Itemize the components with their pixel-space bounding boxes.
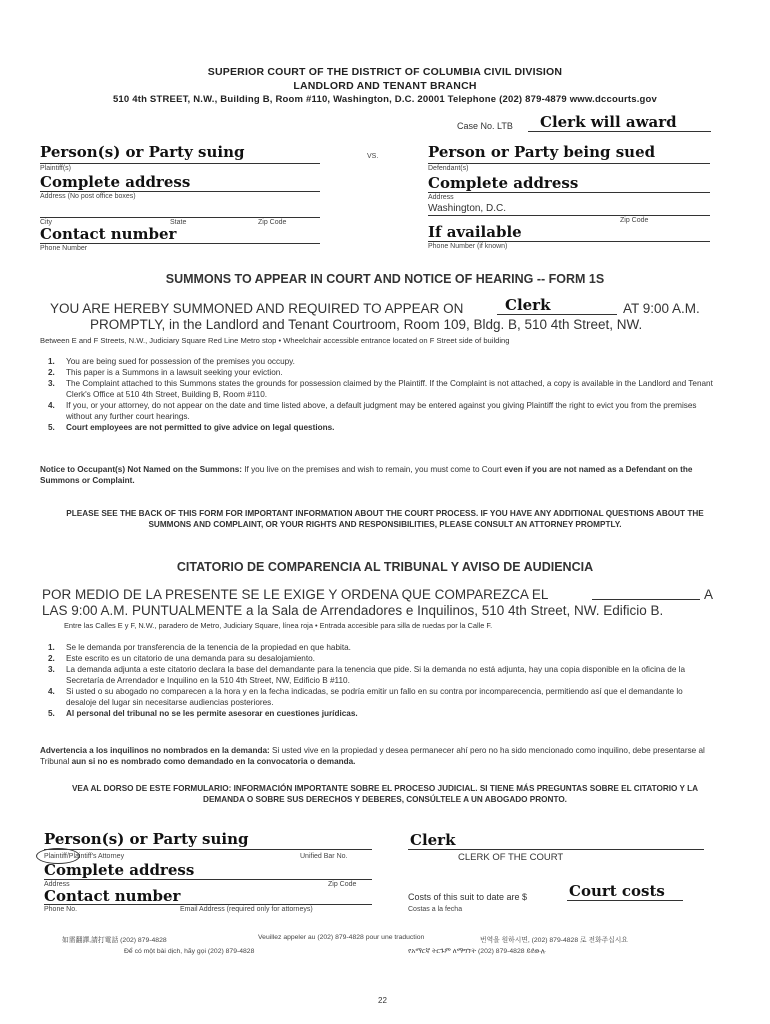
footer-email-label: Email Address (required only for attorneys) [180, 906, 313, 913]
plaintiff-name: Person(s) or Party suing [40, 143, 245, 161]
spanish-see-back: VEA AL DORSO DE ESTE FORMULARIO: INFORMACIÓN IMPORTANTE SOBRE EL PROCESO JUDICIAL. SI TIENE MÁS PREGUNTAS SOBRE EL CITATORIO Y LA DEMANDA O SOBRE SUS DERECHOS Y DEBERES, CONSÚLTELE A UN ABOGADO PRONTO. [71, 784, 699, 804]
plaintiff-address: Complete address [40, 173, 191, 191]
footer-phone-field[interactable] [44, 888, 372, 905]
costs-value: Court costs [569, 882, 665, 900]
plaintiff-name-field[interactable] [40, 143, 320, 164]
plaintiff-phone-label: Phone Number [40, 245, 88, 252]
spanish-date-field[interactable] [592, 583, 700, 600]
spanish-line1: POR MEDIO DE LA PRESENTE SE LE EXIGE Y ORDENA QUE COMPAREZCA EL [42, 587, 549, 602]
court-name: SUPERIOR COURT OF THE DISTRICT OF COLUMBIA CIVIL DIVISION [207, 66, 563, 78]
occupant-notice: Notice to Occupant(s) Not Named on the Summons: If you live on the premises and wish to remain, you must come to Court even if you are not named as a Defendant on the Summons or Complaint. [40, 465, 693, 485]
defendant-label: Defendant(s) [428, 165, 469, 172]
list-item: 2. Este escrito es un citatorio de una demanda para su desalojamiento. [48, 654, 315, 663]
list-item: 3. La demanda adjunta a este citatorio declara la base del demandante para la tenencia que pide. Si la demanda no está adjunta, hay una copia disponible en la oficina de la Secretaría de Arrendador e Inquilino en la 510 4th Street, NW, Edificio B #110. [48, 665, 686, 685]
list-item: 5. Al personal del tribunal no se les permite asesorar en cuestiones jurídicas. [48, 709, 358, 718]
defendant-city-field[interactable] [428, 202, 710, 216]
footer-address: Complete address [44, 861, 195, 879]
plaintiff-zip-label: Zip Code [258, 219, 287, 226]
hearing-date: Clerk [505, 296, 551, 314]
list-item: 4. If you, or your attorney, do not appear on the date and time listed above, a default judgment may be entered against you giving Plaintiff the right to evict you from the premises without any further court hearings. [48, 401, 697, 421]
plaintiff-city-field[interactable] [40, 205, 320, 218]
directions-text: Between E and F Streets, N.W., Judiciary Square Red Line Metro stop • Wheelchair accessible entrance located on F Street side of building [40, 336, 510, 345]
bar-number-label: Unified Bar No. [300, 853, 348, 860]
versus-label: VS. [367, 153, 379, 160]
translation-korean: 번역을 원하시면, (202) 879-4828 로 전화주십시요 [480, 937, 628, 944]
footer-address-label: Address [44, 881, 70, 888]
list-item: 3. The Complaint attached to this Summons states the grounds for possession claimed by the Plaintiff. If the Complaint is not attached, a copy is available in the Landlord and Tenant Clerk's Office at 510 4th Street, Building B, Room #110. [48, 379, 713, 399]
footer-plaintiff-field[interactable] [44, 830, 372, 850]
defendant-phone-label: Phone Number (if known) [428, 243, 508, 250]
case-number-field[interactable] [528, 115, 711, 132]
plaintiff-state-label: State [170, 219, 187, 226]
branch-name: LANDLORD AND TENANT BRANCH [293, 80, 477, 92]
costs-label-spanish: Costas a la fecha [408, 906, 463, 913]
spanish-title: CITATORIO DE COMPARENCIA AL TRIBUNAL Y AVISO DE AUDIENCIA [176, 560, 594, 574]
spanish-directions: Entre las Calles E y F, N.W., paradero de Metro, Judiciary Square, línea roja • Entrada accesible para silla de ruedas por la Calle F. [64, 621, 493, 630]
hearing-date-field[interactable] [497, 297, 617, 315]
plaintiff-city-label: City [40, 219, 53, 226]
hearing-time: AT 9:00 A.M. [623, 301, 700, 316]
case-number-label: Case No. LTB [457, 121, 513, 131]
defendant-name-field[interactable] [428, 143, 710, 164]
clerk-label: CLERK OF THE COURT [458, 852, 564, 863]
case-number-value: Clerk will award [540, 113, 677, 131]
defendant-zip-label: Zip Code [620, 217, 649, 224]
footer-plaintiff-name: Person(s) or Party suing [44, 830, 249, 848]
english-see-back: PLEASE SEE THE BACK OF THIS FORM FOR IMPORTANT INFORMATION ABOUT THE COURT PROCESS. IF YOU HAVE ANY ADDITIONAL QUESTIONS ABOUT THE SUMMONS AND COMPLAINT, OR YOUR RIGHTS AND RESPONSIBILITIES, PLEASE CONSULT AN ATTORNEY PROMPTLY. [66, 509, 704, 529]
footer-zip-label: Zip Code [328, 881, 357, 888]
list-item: 1. Se le demanda por transferencia de la tenencia de la propiedad en que habita. [48, 643, 351, 652]
translation-vietnamese: Để có một bài dịch, hãy gọi (202) 879-4828 [124, 948, 255, 955]
translation-amharic: የአማርኛ ትርጉም ለማግኘት (202) 879-4828 ይደውሉ [408, 948, 546, 955]
plaintiff-label: Plaintiff(s) [40, 165, 71, 172]
list-item: 1. You are being sued for possession of the premises you occupy. [48, 357, 295, 366]
clerk-signature-field[interactable] [408, 831, 704, 850]
clerk-signature: Clerk [410, 831, 456, 849]
footer-address-field[interactable] [44, 862, 372, 880]
plaintiff-phone-field[interactable] [40, 226, 320, 244]
list-item: 2. This paper is a Summons in a lawsuit seeking your eviction. [48, 368, 283, 377]
spanish-list [48, 642, 713, 719]
spanish-occupant-notice: Advertencia a los inquilinos no nombrados en la demanda: Si usted vive en la propiedad y desea permanecer ahí pero no ha sido mencionado como inquilino, debe presentarse al Tribunal aun si no es nombrado como demandado en la convocatoria o demanda. [40, 746, 705, 766]
defendant-city: Washington, D.C. [428, 203, 506, 214]
costs-label: Costs of this suit to date are $ [408, 892, 528, 902]
defendant-phone-field[interactable] [428, 224, 710, 242]
translation-chinese: 如需翻譯,請打電話 (202) 879-4828 [62, 937, 167, 944]
costs-field[interactable] [567, 884, 683, 901]
defendant-address: Complete address [428, 174, 579, 192]
defendant-address-label: Address [428, 194, 454, 201]
list-item: 5. Court employees are not permitted to give advice on legal questions. [48, 423, 335, 432]
spanish-line1-end: A [704, 587, 714, 602]
translation-french: Veuillez appeler au (202) 879-4828 pour une traduction [258, 934, 425, 941]
promptly-text: PROMPTLY, in the Landlord and Tenant Courtroom, Room 109, Bldg. B, 510 4th Street, NW. [90, 317, 643, 332]
defendant-address-field[interactable] [428, 175, 710, 193]
footer-plaintiff-label: Plaintiff/Plaintiff's Attorney [44, 853, 125, 860]
court-address: 510 4th STREET, N.W., Building B, Room #110, Washington, D.C. 20001 Telephone (202) 879-4879 www.dccourts.gov [112, 94, 658, 105]
defendant-phone: If available [428, 223, 522, 241]
spanish-line2: LAS 9:00 A.M. PUNTUALMENTE a la Sala de Arrendadores e Inquilinos, 510 4th Street, NW. Edificio B. [42, 603, 664, 618]
page-number: 22 [378, 996, 387, 1005]
plaintiff-phone: Contact number [40, 225, 177, 243]
english-list [48, 356, 713, 433]
footer-phone: Contact number [44, 887, 181, 905]
plaintiff-address-field[interactable] [40, 173, 320, 192]
plaintiff-address-label: Address (No post office boxes) [40, 193, 136, 200]
list-item: 4. Si usted o su abogado no comparecen a la hora y en la fecha indicadas, se podría emitir un fallo en su contra por incomparecencia, permitiendo así que el demandante lo desaloje del lugar sin necesitarse audiencias posteriores. [48, 687, 683, 707]
footer-phone-label: Phone No. [44, 906, 78, 913]
defendant-name: Person or Party being sued [428, 143, 656, 161]
english-title: SUMMONS TO APPEAR IN COURT AND NOTICE OF HEARING -- FORM 1S [165, 272, 605, 286]
summoned-text: YOU ARE HEREBY SUMMONED AND REQUIRED TO APPEAR ON [50, 301, 464, 316]
